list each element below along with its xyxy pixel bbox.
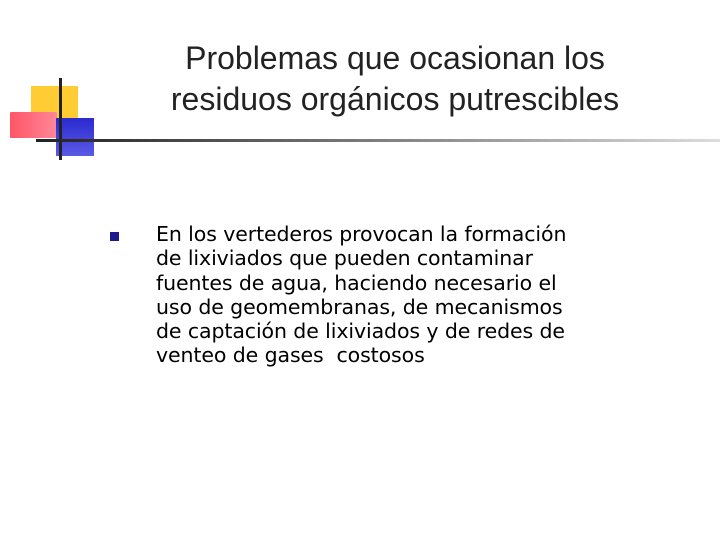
bullet-text-line: En los vertederos provocan la formación — [156, 222, 567, 246]
bullet-text — [156, 222, 670, 368]
bullet-text-line: de captación de lixiviados y de redes de — [156, 319, 565, 344]
bullet-list — [110, 222, 670, 368]
bullet-text-line: uso de geomembranas, de mecanismos — [156, 294, 563, 319]
bullet-text-line: fuentes de agua, haciendo necesario el — [156, 270, 557, 295]
title-underline-rule — [36, 139, 720, 142]
slide-title-line: Problemas que ocasionan los — [185, 40, 605, 76]
square-bullet-icon — [110, 232, 119, 241]
slide-title-line: residuos orgánicos putrescibles — [170, 81, 620, 117]
bullet-text-line: venteo de gases costosos — [156, 343, 425, 368]
red-bar-decoration — [10, 112, 57, 138]
vertical-rule — [59, 78, 62, 160]
slide-title — [125, 38, 665, 120]
bullet-item — [110, 222, 670, 368]
bullet-text-line: de lixiviados que pueden contaminar — [156, 246, 533, 271]
